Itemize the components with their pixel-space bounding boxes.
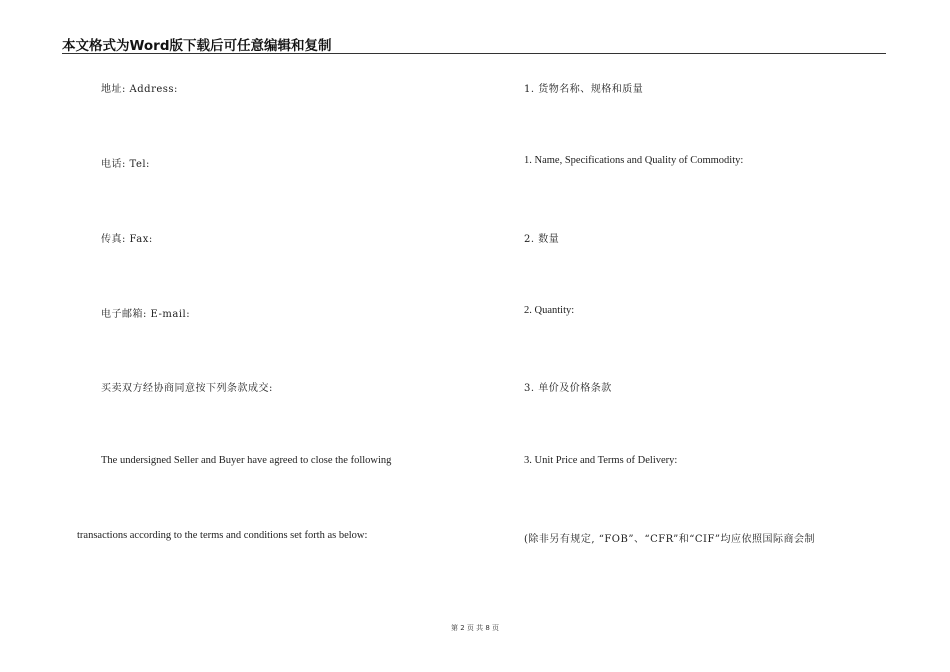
item3-cn-line: 3. 单价及价格条款 bbox=[524, 383, 612, 394]
page-footer: 第 2 页 共 8 页 bbox=[450, 624, 500, 632]
item2-cn-line: 2. 数量 bbox=[524, 234, 560, 245]
email-line: 电子邮箱: E-mail: bbox=[101, 309, 191, 320]
item2-en-line: 2. Quantity: bbox=[524, 305, 575, 316]
agreement-cn-line: 买卖双方经协商同意按下列条款成交: bbox=[101, 383, 273, 394]
item3-note-line: (除非另有规定, “FOB”、“CFR”和“CIF”均应依照国际商会制 bbox=[524, 534, 816, 545]
address-line: 地址: Address: bbox=[101, 84, 178, 95]
item1-en-line: 1. Name, Specifications and Quality of Commodity: bbox=[524, 155, 744, 166]
agreement-en-line-2: transactions according to the terms and conditions set forth as below: bbox=[77, 530, 368, 541]
page-header bbox=[62, 33, 886, 54]
header-title: 本文格式为Word版下载后可任意编辑和复制 bbox=[62, 38, 332, 54]
tel-line: 电话: Tel: bbox=[101, 159, 150, 170]
item3-en-line: 3. Unit Price and Terms of Delivery: bbox=[524, 455, 678, 466]
agreement-en-line-1: The undersigned Seller and Buyer have agreed to close the following bbox=[101, 455, 392, 466]
fax-line: 传真: Fax: bbox=[101, 234, 153, 245]
item1-cn-line: 1. 货物名称、规格和质量 bbox=[524, 84, 644, 95]
